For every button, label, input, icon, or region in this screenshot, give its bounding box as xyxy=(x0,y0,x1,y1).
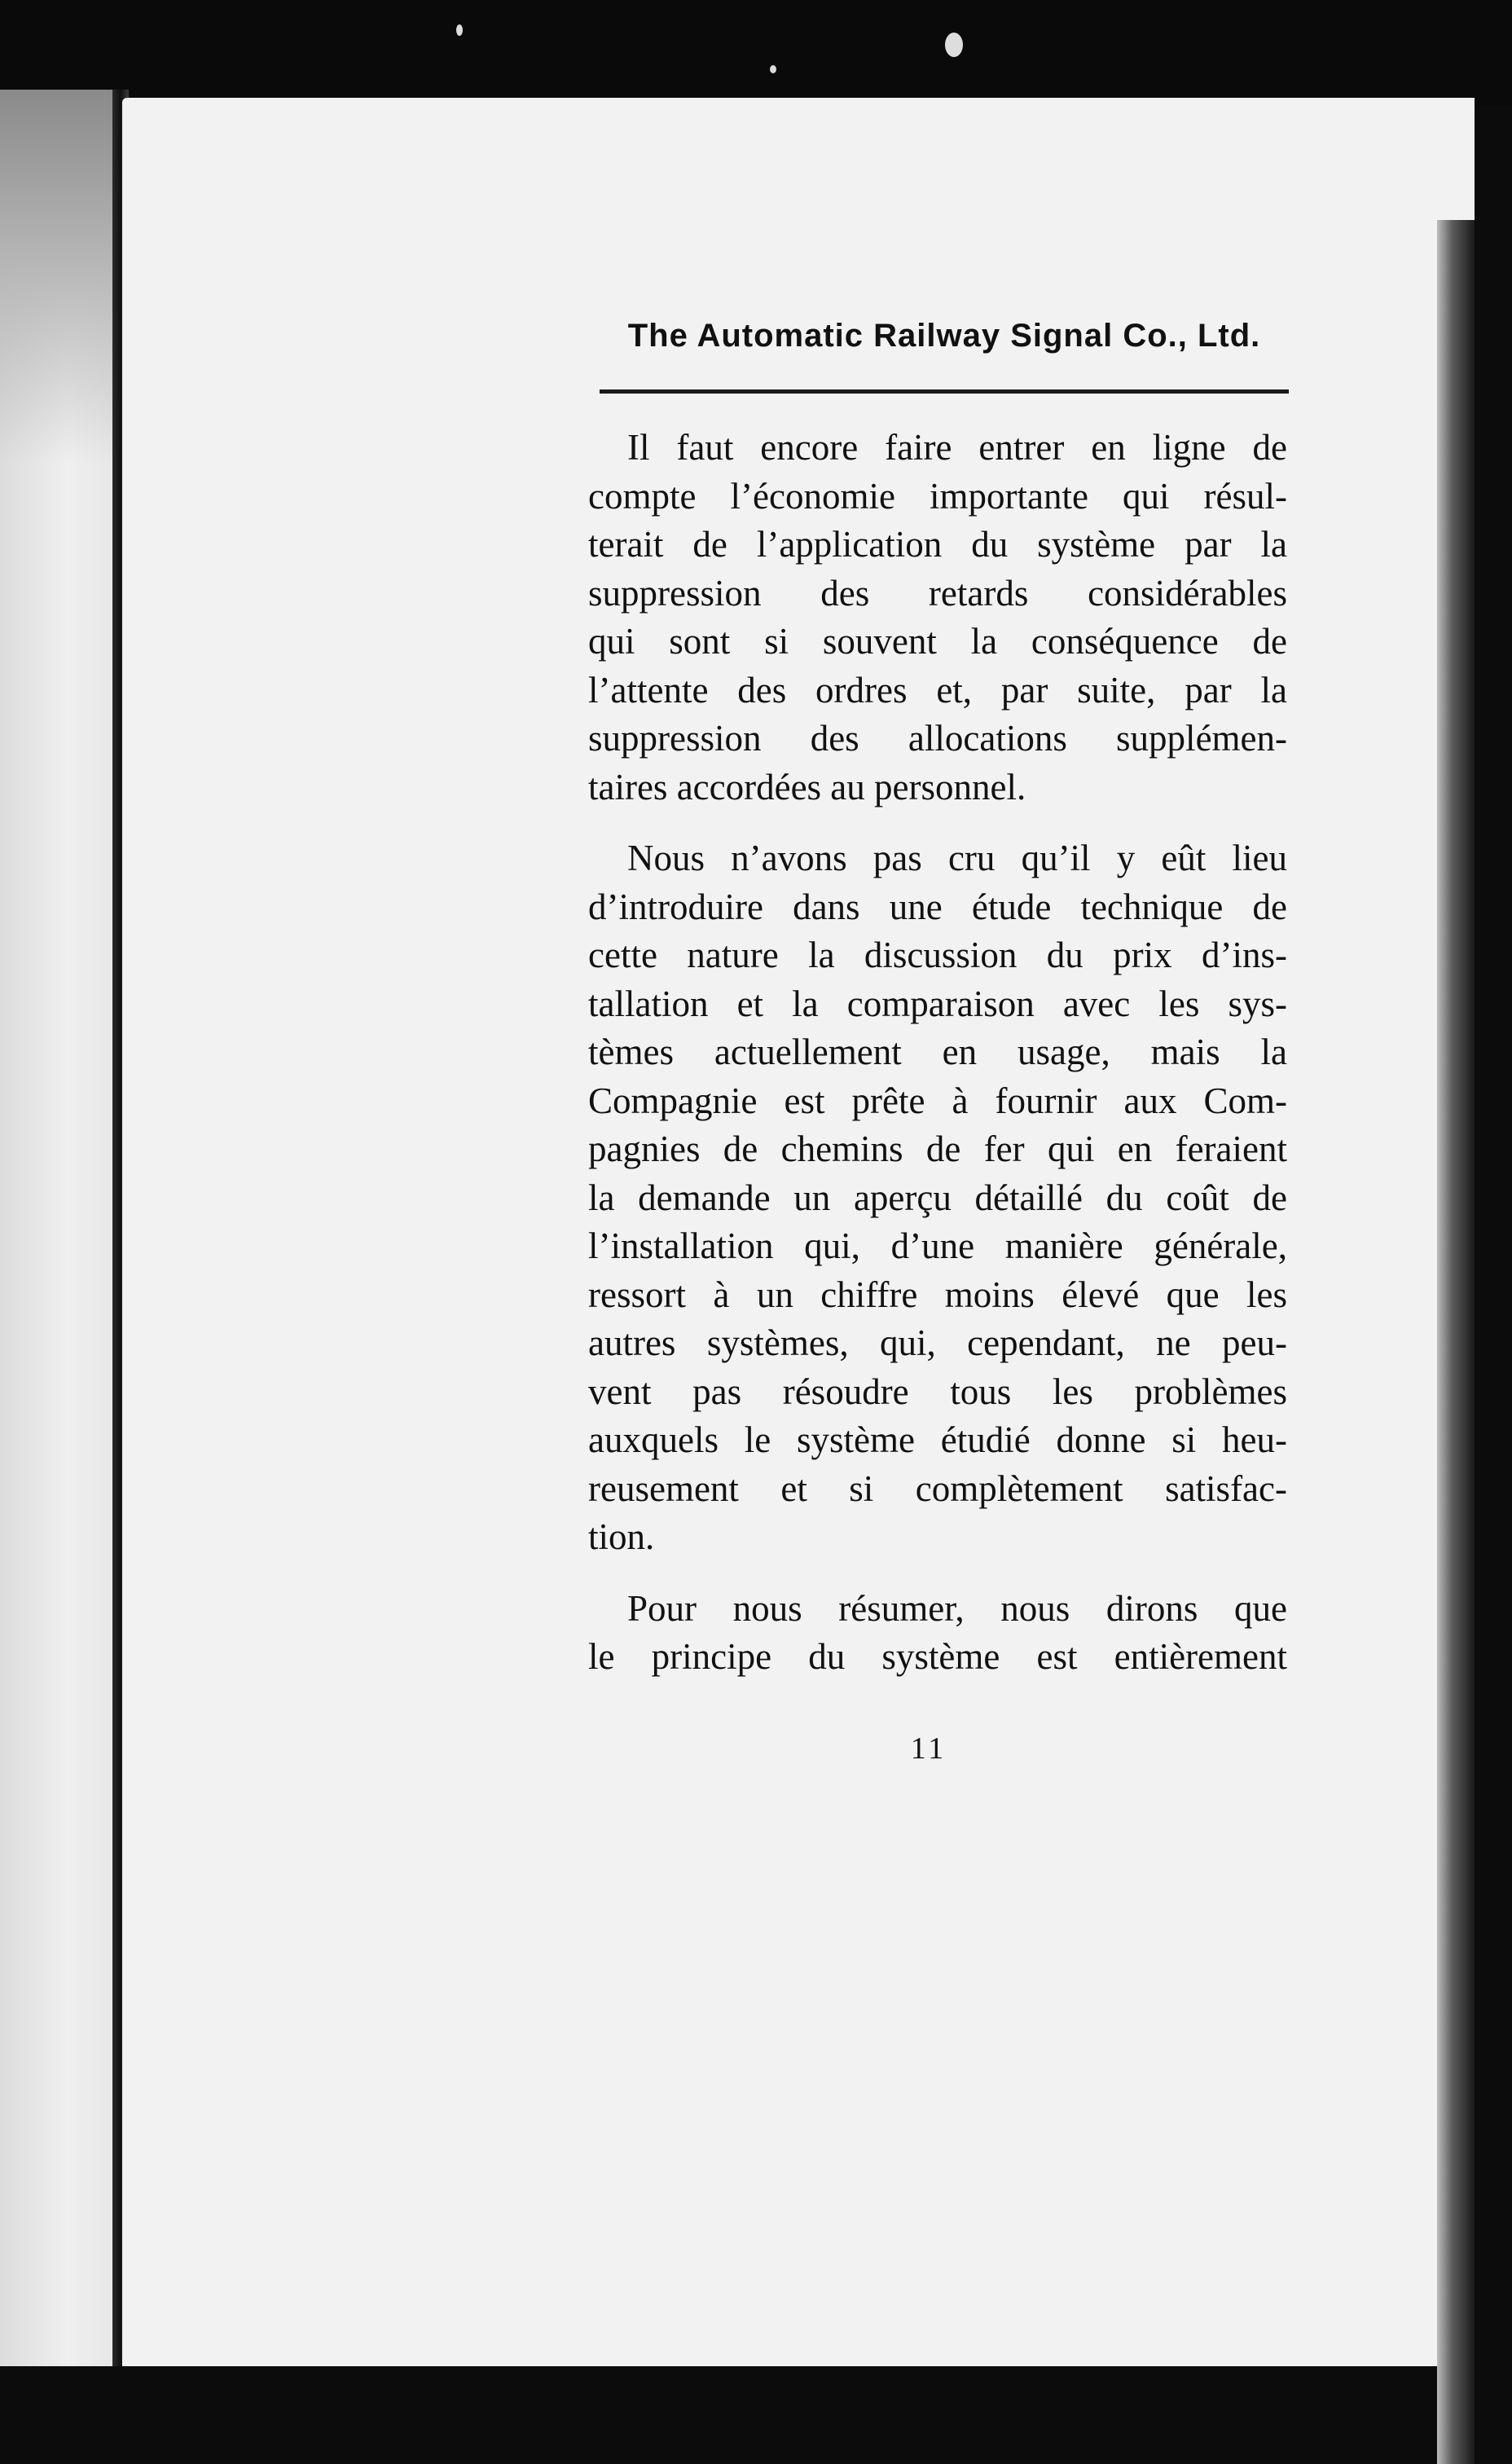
running-head: The Automatic Railway Signal Co., Ltd. xyxy=(627,318,1261,354)
text-line: qui sont si souvent la conséquence de xyxy=(588,621,1287,662)
scan-speck xyxy=(456,24,463,36)
facing-page-shadow xyxy=(0,90,122,464)
text-line: le principe du système est entièrement xyxy=(588,1636,1287,1677)
text-line: terait de l’application du système par la xyxy=(588,524,1287,565)
text-line: reusement et si complètement satisfac- xyxy=(588,1467,1287,1509)
scan-speck xyxy=(770,65,776,73)
scan-speck xyxy=(945,33,963,57)
facing-page-edge xyxy=(0,90,122,2366)
paragraph-1 xyxy=(588,424,1287,812)
text-line: cette nature la discussion du prix d’ins- xyxy=(588,935,1287,975)
text-line: pagnies de chemins de fer qui en feraient xyxy=(588,1129,1287,1169)
text-line: auxquels le système étudié donne si heu- xyxy=(588,1419,1287,1460)
text-line: la demande un aperçu détaillé du coût de xyxy=(588,1177,1287,1218)
text-line: Nous n’avons pas cru qu’il y eût lieu xyxy=(627,838,1287,878)
paragraph-3 xyxy=(588,1585,1287,1682)
text-line: vent pas résoudre tous les problèmes xyxy=(588,1371,1287,1412)
text-line: suppression des retards considérables xyxy=(588,572,1287,614)
text-line: Il faut encore faire entrer en ligne de xyxy=(627,427,1287,468)
text-line: Pour nous résumer, nous dirons que xyxy=(627,1587,1287,1629)
text-line: d’introduire dans une étude technique de xyxy=(588,886,1287,927)
text-line: compte l’économie importante qui résul- xyxy=(588,475,1287,517)
paragraph-2 xyxy=(588,834,1287,1562)
text-line: l’attente des ordres et, par suite, par la xyxy=(588,669,1287,711)
page-number: 11 xyxy=(910,1731,947,1766)
header-rule xyxy=(600,389,1289,394)
text-line: tèmes actuellement en usage, mais la xyxy=(588,1032,1287,1072)
text-line: l’installation qui, d’une manière générale, xyxy=(588,1225,1287,1266)
scan-border-top xyxy=(0,0,1512,106)
page-right-edge xyxy=(1437,220,1475,2464)
text-line: tion. xyxy=(588,1516,655,1557)
text-line: suppression des allocations supplémen- xyxy=(588,718,1287,759)
text-line: autres systèmes, qui, cependant, ne peu- xyxy=(588,1322,1287,1363)
text-line: ressort à un chiffre moins élevé que les xyxy=(588,1274,1287,1315)
body-text xyxy=(588,424,1287,1705)
text-line: Compagnie est prête à fournir aux Com- xyxy=(588,1080,1287,1121)
text-line: tallation et la comparaison avec les sys- xyxy=(588,983,1287,1024)
text-line: taires accordées au personnel. xyxy=(588,766,1026,807)
